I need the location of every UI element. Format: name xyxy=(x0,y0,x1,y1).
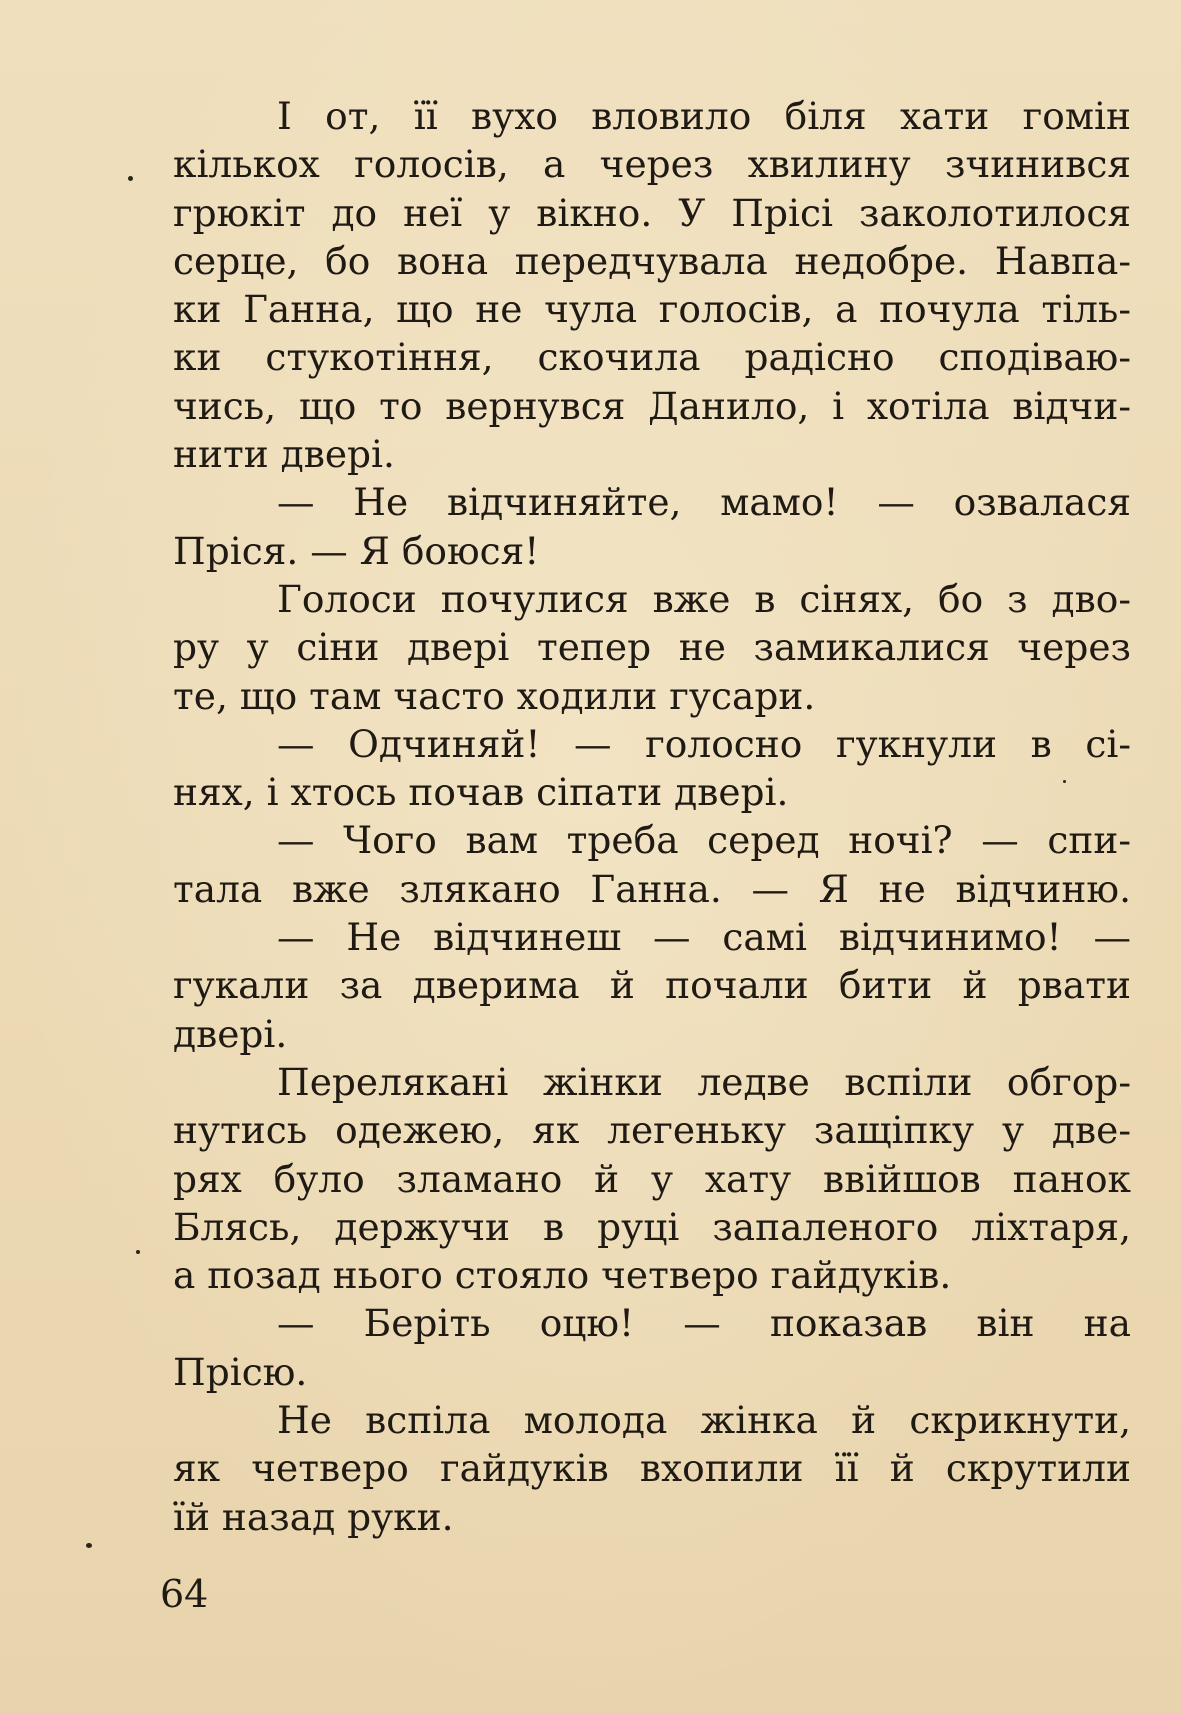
text-line-7: чись, що то вернувся Данило, і хотіла відчи- xyxy=(173,383,1131,428)
print-speck xyxy=(136,1250,140,1254)
text-line-17: тала вже злякано Ганна. — Я не відчиню. xyxy=(173,866,1131,911)
text-line-4: серце, бо вона передчувала недобре. Навпа- xyxy=(173,238,1131,283)
text-line-14: — Одчиняй! — голосно гукнули в сі- xyxy=(277,721,1131,766)
text-line-21: Перелякані жінки ледве вспіли обгор- xyxy=(277,1059,1131,1104)
text-line-27: Прісю. xyxy=(173,1349,308,1394)
text-line-1: І от, її вухо вловило біля хати гомін xyxy=(277,94,1131,138)
text-line-22: нутись одежею, як легеньку защіпку у две- xyxy=(173,1108,1131,1153)
page-text xyxy=(173,92,1131,1541)
text-line-5: ки Ганна, що не чула голосів, а почула тіль- xyxy=(173,287,1131,332)
text-line-24: Блясь, держучи в руці запаленого ліхтаря, xyxy=(173,1204,1131,1249)
text-line-13: те, що там часто ходили гусари. xyxy=(173,673,816,718)
text-line-12: ру у сіни двері тепер не замикалися через xyxy=(173,625,1131,670)
text-line-18: — Не відчинеш — самі відчинимо! — xyxy=(277,915,1131,960)
text-line-25: а позад нього стояло четверо гайдуків. xyxy=(173,1253,952,1298)
text-line-19: гукали за дверима й почали бити й рвати xyxy=(173,963,1131,1008)
text-line-28: Не вспіла молода жінка й скрикнути, xyxy=(277,1398,1131,1443)
text-line-20: двері. xyxy=(173,1011,288,1056)
text-line-8: нити двері. xyxy=(173,432,395,477)
text-line-11: Голоси почулися вже в сінях, бо з дво- xyxy=(277,576,1131,621)
text-line-29: як четверо гайдуків вхопили її й скрутили xyxy=(173,1446,1131,1491)
text-line-16: — Чого вам треба серед ночі? — спи- xyxy=(277,818,1131,863)
page-number: 64 xyxy=(160,1572,209,1616)
print-speck xyxy=(86,1543,92,1548)
text-line-9: — Не відчиняйте, мамо! — озвалася xyxy=(277,480,1131,525)
text-line-26: — Беріть оцю! — показав він на xyxy=(277,1301,1131,1346)
print-speck xyxy=(128,176,133,181)
text-line-15: нях, і хтось почав сіпати двері. xyxy=(173,770,789,815)
text-line-23: рях було зламано й у хату ввійшов панок xyxy=(173,1156,1131,1201)
text-line-3: грюкіт до неї у вікно. У Прісі заколотилося xyxy=(173,190,1131,235)
text-line-6: ки стукотіння, скочила радісно сподіваю- xyxy=(173,335,1131,380)
text-line-2: кількох голосів, а через хвилину зчинився xyxy=(173,142,1131,187)
text-line-30: їй назад руки. xyxy=(173,1494,454,1539)
print-speck xyxy=(1063,780,1066,783)
text-line-10: Пріся. — Я боюся! xyxy=(173,528,540,573)
